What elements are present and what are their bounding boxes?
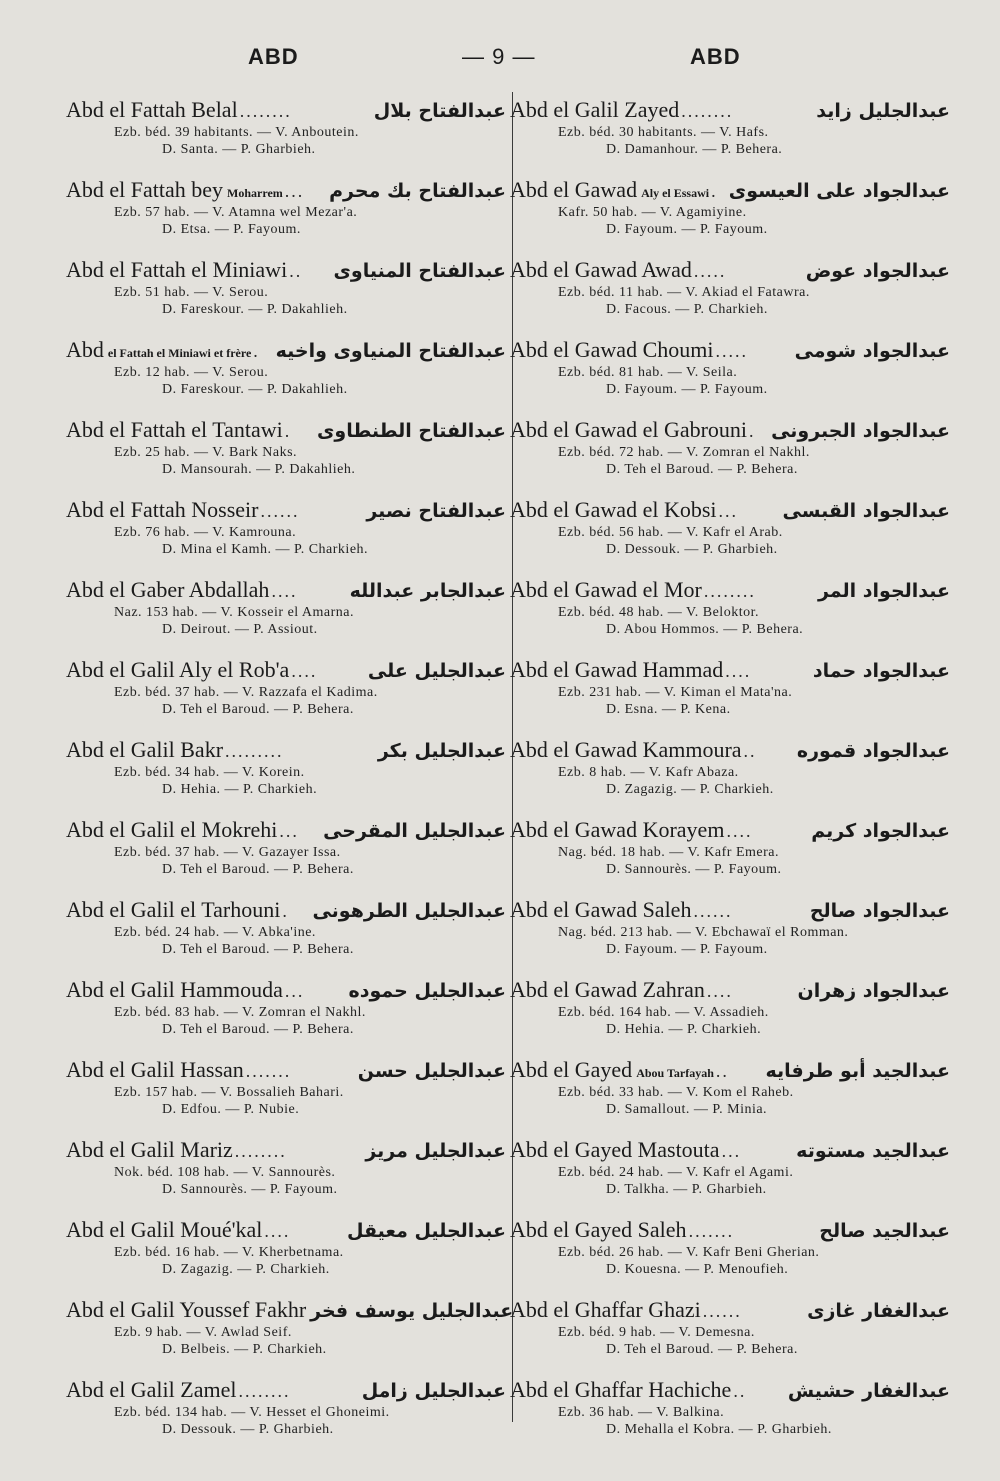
entry-name: Abd el Gayed Mastouta [510, 1137, 720, 1162]
dot-leader: ....... [245, 1061, 292, 1081]
entry-district-detail: D. Teh el Baroud. — P. Behera. [606, 462, 798, 477]
entry-name-line [510, 416, 950, 444]
entry-name-line [66, 896, 506, 924]
directory-entry [66, 576, 506, 656]
entry-name-line [66, 656, 506, 684]
entry-name: Abd el Gawad Zahran [510, 977, 705, 1002]
entry-district-detail: D. Zagazig. — P. Charkieh. [162, 1262, 330, 1277]
entry-district-detail: D. Facous. — P. Charkieh. [606, 302, 768, 317]
entry-arabic-name: عبدالجيد مستوته [796, 1140, 950, 1162]
entry-district-detail: D. Hehia. — P. Charkieh. [606, 1022, 762, 1037]
left-column [66, 96, 514, 1456]
entry-district-detail: D. Mansourah. — P. Dakahlieh. [162, 462, 356, 477]
entry-name-line [510, 1136, 950, 1164]
entry-arabic-name: عبدالجواد عوض [805, 260, 950, 282]
entry-location-detail: Ezb. béd. 83 hab. — V. Zomran el Nakhl. [114, 1005, 366, 1020]
entry-arabic-name: عبدالجليل مريز [365, 1140, 506, 1162]
entry-name-line [66, 336, 506, 364]
entry-arabic-name: عبدالجواد قموره [796, 740, 950, 762]
directory-entry [66, 1376, 506, 1456]
entry-name-line [510, 1296, 950, 1324]
entry-name-line [510, 896, 950, 924]
directory-entry [510, 896, 950, 976]
entry-district-detail: D. Teh el Baroud. — P. Behera. [162, 702, 354, 717]
dot-leader: .. [715, 1061, 729, 1081]
entry-arabic-name: عبدالجواد زهران [797, 980, 950, 1002]
entry-name: Abd el Gayed [510, 1057, 633, 1082]
entry-name: Abd el Galil Hassan [66, 1057, 244, 1082]
entry-name: Abd el Fattah bey [66, 177, 224, 202]
entry-name: Abd el Gawad Choumi [510, 337, 714, 362]
entry-name: Abd el Galil el Tarhouni [66, 897, 281, 922]
directory-entry [510, 336, 950, 416]
entry-name: Abd el Fattah el Tantawi [66, 417, 283, 442]
entry-arabic-name: عبدالجيد صالح [819, 1220, 950, 1242]
entry-name: Abd el Galil Zayed [510, 97, 680, 122]
entry-name-suffix: el Fattah el Miniawi et frère [107, 346, 252, 360]
directory-entry [66, 656, 506, 736]
entry-name-line [510, 656, 950, 684]
entry-name: Abd el Galil Zamel [66, 1377, 237, 1402]
entry-name-suffix: Aly el Essawi [641, 186, 710, 200]
entry-district-detail: D. Belbeis. — P. Charkieh. [162, 1342, 327, 1357]
entry-district-detail: D. Dessouk. — P. Gharbieh. [162, 1422, 334, 1437]
entry-district-detail: D. Edfou. — P. Nubie. [162, 1102, 300, 1117]
entry-arabic-name: عبدالجواد المر [817, 580, 950, 602]
entry-district-detail: D. Zagazig. — P. Charkieh. [606, 782, 774, 797]
dot-leader: ...... [260, 501, 300, 521]
dot-leader: ... [721, 1141, 742, 1161]
directory-entry [510, 416, 950, 496]
entry-district-detail: D. Fayoum. — P. Fayoum. [606, 382, 768, 397]
entry-location-detail: Ezb. béd. 56 hab. — V. Kafr el Arab. [558, 525, 783, 540]
entry-district-detail: D. Damanhour. — P. Behera. [606, 142, 783, 157]
entry-name: Abd el Gawad Korayem [510, 817, 725, 842]
entry-district-detail: D. Teh el Baroud. — P. Behera. [162, 942, 354, 957]
entry-name-line [510, 1056, 950, 1084]
entry-location-detail: Ezb. béd. 134 hab. — V. Hesset el Ghoneimi. [114, 1405, 390, 1420]
entry-location-detail: Ezb. béd. 39 habitants. — V. Anboutein. [114, 125, 359, 140]
dot-leader: ..... [715, 341, 748, 361]
page-header [0, 44, 1000, 84]
entry-name-line [510, 336, 950, 364]
dot-leader: .... [726, 821, 753, 841]
entry-arabic-name: عبدالجواد حماد [812, 660, 950, 682]
dot-leader: ....... [688, 1221, 735, 1241]
page-number: — 9 — [462, 44, 536, 69]
entry-arabic-name: عبدالجليل يوسف فخر [310, 1300, 514, 1322]
directory-entry [510, 1216, 950, 1296]
entry-name-suffix: Abou Tarfayah [636, 1066, 714, 1080]
entry-district-detail: D. Dessouk. — P. Gharbieh. [606, 542, 778, 557]
dot-leader: ..... [693, 261, 727, 281]
entry-district-detail: D. Mehalla el Kobra. — P. Gharbieh. [606, 1422, 832, 1437]
entry-name: Abd el Fattah Nosseir [66, 497, 259, 522]
entry-name-line [66, 976, 506, 1004]
entry-name: Abd el Gawad el Mor [510, 577, 702, 602]
header-right-label: ABD [690, 44, 741, 69]
entry-arabic-name: عبدالجليل معيقل [346, 1220, 506, 1242]
entry-location-detail: Ezb. 157 hab. — V. Bossalieh Bahari. [114, 1085, 344, 1100]
directory-entry [66, 496, 506, 576]
entry-location-detail: Ezb. béd. 34 hab. — V. Korein. [114, 765, 305, 780]
directory-entry [510, 736, 950, 816]
dot-leader: .... [725, 661, 752, 681]
dot-leader: .. [289, 261, 303, 281]
entry-arabic-name: عبدالجواد شومى [794, 340, 950, 362]
entry-name: Abd el Galil Youssef Fakhr [66, 1297, 307, 1322]
directory-entry [66, 896, 506, 976]
dot-leader: . [711, 181, 718, 201]
entry-name-line [510, 576, 950, 604]
entry-location-detail: Ezb. béd. 30 habitants. — V. Hafs. [558, 125, 769, 140]
entry-name-line [66, 176, 506, 204]
dot-leader: . [284, 421, 292, 441]
entry-district-detail: D. Talkha. — P. Gharbieh. [606, 1182, 767, 1197]
entry-name: Abd el Fattah el Miniawi [66, 257, 288, 282]
entry-name: Abd el Gawad Hammad [510, 657, 724, 682]
entry-location-detail: Ezb. 12 hab. — V. Serou. [114, 365, 269, 380]
directory-entry [510, 816, 950, 896]
entry-arabic-name: عبدالجليل على [367, 660, 506, 682]
entry-name-line [510, 1216, 950, 1244]
entry-name-line [66, 256, 506, 284]
entry-district-detail: D. Teh el Baroud. — P. Behera. [606, 1342, 798, 1357]
entry-arabic-name: عبدالفتاح بلال [373, 100, 506, 122]
entry-name: Abd el Ghaffar Hachiche [510, 1377, 732, 1402]
entry-arabic-name: عبدالفتاح المنياوى [333, 260, 506, 282]
entry-name: Abd el Gawad el Kobsi [510, 497, 717, 522]
entry-location-detail: Ezb. béd. 37 hab. — V. Gazayer Issa. [114, 845, 341, 860]
entry-location-detail: Ezb. 76 hab. — V. Kamrouna. [114, 525, 297, 540]
directory-entry [510, 656, 950, 736]
directory-entry [66, 416, 506, 496]
directory-entry [510, 96, 950, 176]
directory-entry [66, 976, 506, 1056]
entry-location-detail: Ezb. 36 hab. — V. Balkina. [558, 1405, 725, 1420]
entry-district-detail: D. Fayoum. — P. Fayoum. [606, 942, 768, 957]
entry-location-detail: Ezb. 9 hab. — V. Awlad Seif. [114, 1325, 292, 1340]
directory-entry [66, 256, 506, 336]
directory-entry [510, 1136, 950, 1216]
entry-location-detail: Ezb. 231 hab. — V. Kiman el Mata'na. [558, 685, 793, 700]
entry-location-detail: Kafr. 50 hab. — V. Agamiyine. [558, 205, 747, 220]
entry-arabic-name: عبدالجليل زايد [816, 100, 950, 122]
directory-entry [66, 336, 506, 416]
entry-district-detail: D. Sannourès. — P. Fayoum. [606, 862, 782, 877]
entry-location-detail: Ezb. béd. 11 hab. — V. Akiad el Fatawra. [558, 285, 810, 300]
directory-entry [66, 176, 506, 256]
dot-leader: ........ [703, 581, 756, 601]
directory-entry [510, 1376, 950, 1456]
entry-name: Abd el Galil Moué'kal [66, 1217, 263, 1242]
entry-name-line [510, 496, 950, 524]
entry-district-detail: D. Mina el Kamh. — P. Charkieh. [162, 542, 369, 557]
entry-location-detail: Ezb. béd. 81 hab. — V. Seila. [558, 365, 738, 380]
directory-entry [510, 1056, 950, 1136]
entry-name: Abd [66, 337, 104, 362]
entry-name: Abd el Ghaffar Ghazi [510, 1297, 701, 1322]
entry-arabic-name: عبدالفتاح المنياوى واخيه [275, 340, 506, 362]
entry-name-line [510, 96, 950, 124]
entry-district-detail: D. Samallout. — P. Minia. [606, 1102, 768, 1117]
entry-arabic-name: عبدالفتاح بك محرم [329, 180, 506, 202]
entry-name: Abd el Galil Mariz [66, 1137, 233, 1162]
entry-location-detail: Nok. béd. 108 hab. — V. Sannourès. [114, 1165, 336, 1180]
entry-arabic-name: عبدالفتاح الطنطاوى [316, 420, 506, 442]
entry-name-line [510, 1376, 950, 1404]
entry-name-line [66, 1216, 506, 1244]
directory-entry [510, 176, 950, 256]
entry-location-detail: Ezb. 51 hab. — V. Serou. [114, 285, 269, 300]
entry-location-detail: Ezb. 8 hab. — V. Kafr Abaza. [558, 765, 739, 780]
entry-location-detail: Ezb. béd. 24 hab. — V. Abka'ine. [114, 925, 316, 940]
entry-location-detail: Naz. 153 hab. — V. Kosseir el Amarna. [114, 605, 354, 620]
entry-district-detail: D. Kouesna. — P. Menoufieh. [606, 1262, 789, 1277]
entry-location-detail: Ezb. béd. 33 hab. — V. Kom el Raheb. [558, 1085, 794, 1100]
entry-arabic-name: عبدالجواد كريم [811, 820, 950, 842]
entry-name: Abd el Galil Bakr [66, 737, 224, 762]
directory-entry [66, 736, 506, 816]
entry-arabic-name: عبدالجليل زامل [361, 1380, 506, 1402]
entry-arabic-name: عبدالفتاح نصير [366, 500, 506, 522]
dot-leader: ... [284, 181, 305, 201]
entry-name: Abd el Gawad Saleh [510, 897, 692, 922]
dot-leader: ........ [234, 1141, 287, 1161]
directory-entry [510, 576, 950, 656]
entry-arabic-name: عبدالغفار حشيش [787, 1380, 950, 1402]
entry-name: Abd el Gawad [510, 177, 638, 202]
entry-location-detail: Ezb. béd. 37 hab. — V. Razzafa el Kadima. [114, 685, 378, 700]
entry-location-detail: Ezb. béd. 24 hab. — V. Kafr el Agami. [558, 1165, 794, 1180]
entry-location-detail: Ezb. béd. 26 hab. — V. Kafr Beni Gherian. [558, 1245, 820, 1260]
directory-entry [510, 256, 950, 336]
entry-name-line [66, 1136, 506, 1164]
entry-district-detail: D. Sannourès. — P. Fayoum. [162, 1182, 338, 1197]
directory-entry [510, 496, 950, 576]
entry-name-line [66, 416, 506, 444]
dot-leader: ...... [702, 1301, 742, 1321]
entry-name: Abd el Fattah Belal [66, 97, 238, 122]
dot-leader: . [282, 901, 289, 921]
entry-arabic-name: عبدالجليل المقرحى [323, 820, 506, 842]
entry-name: Abd el Gawad el Gabrouni [510, 417, 748, 442]
dot-leader: ......... [225, 741, 284, 761]
entry-name: Abd el Gaber Abdallah [66, 577, 270, 602]
entry-district-detail: D. Etsa. — P. Fayoum. [162, 222, 301, 237]
entry-arabic-name: عبدالجليل بكر [377, 740, 506, 762]
entry-district-detail: D. Esna. — P. Kena. [606, 702, 731, 717]
entry-location-detail: Ezb. béd. 9 hab. — V. Demesna. [558, 1325, 755, 1340]
dot-leader: ........ [238, 1381, 291, 1401]
entry-name-line [510, 976, 950, 1004]
entry-arabic-name: عبدالجابر عبدالله [349, 580, 506, 602]
entry-name-line [66, 736, 506, 764]
entry-district-detail: D. Fareskour. — P. Dakahlieh. [162, 302, 348, 317]
entry-location-detail: Ezb. béd. 48 hab. — V. Beloktor. [558, 605, 759, 620]
entry-name-line [510, 736, 950, 764]
entry-arabic-name: عبدالجيد أبو طرفايه [765, 1060, 950, 1082]
entry-arabic-name: عبدالجواد صالح [809, 900, 950, 922]
entry-arabic-name: عبدالجليل حموده [348, 980, 506, 1002]
entry-name: Abd el Galil Hammouda [66, 977, 283, 1002]
entry-name-line [66, 1296, 514, 1324]
directory-entry [66, 1216, 506, 1296]
directory-entry [510, 1296, 950, 1376]
entry-district-detail: D. Deirout. — P. Assiout. [162, 622, 318, 637]
entry-district-detail: D. Abou Hommos. — P. Behera. [606, 622, 804, 637]
entry-name-line [510, 816, 950, 844]
entry-name-line [510, 256, 950, 284]
right-column [510, 96, 950, 1456]
dot-leader: .... [291, 661, 318, 681]
entry-arabic-name: عبدالجواد القبسى [782, 500, 950, 522]
entry-district-detail: D. Teh el Baroud. — P. Behera. [162, 862, 354, 877]
dot-leader: ........ [239, 101, 292, 121]
entry-district-detail: D. Santa. — P. Gharbieh. [162, 142, 316, 157]
entry-arabic-name: عبدالجليل حسن [357, 1060, 506, 1082]
entry-location-detail: Ezb. béd. 72 hab. — V. Zomran el Nakhl. [558, 445, 810, 460]
dot-leader: ........ [681, 101, 734, 121]
dot-leader: .. [743, 741, 757, 761]
dot-leader: ... [284, 981, 305, 1001]
entry-name-line [510, 176, 950, 204]
entry-location-detail: Nag. béd. 18 hab. — V. Kafr Emera. [558, 845, 779, 860]
entry-name: Abd el Galil el Mokrehi [66, 817, 278, 842]
entry-district-detail: D. Teh el Baroud. — P. Behera. [162, 1022, 354, 1037]
entry-name: Abd el Galil Aly el Rob'a [66, 657, 290, 682]
dot-leader: .... [264, 1221, 291, 1241]
entry-district-detail: D. Fayoum. — P. Fayoum. [606, 222, 768, 237]
directory-entry [66, 1296, 514, 1376]
entry-name: Abd el Gawad Kammoura [510, 737, 742, 762]
entry-name-line [66, 96, 506, 124]
directory-entry [510, 976, 950, 1056]
entry-location-detail: Ezb. 25 hab. — V. Bark Naks. [114, 445, 298, 460]
entry-name-line [66, 1056, 506, 1084]
entry-arabic-name: عبدالجواد الجبرونى [771, 420, 950, 442]
entry-arabic-name: عبدالجواد على العيسوى [728, 180, 950, 202]
entry-name-suffix: Moharrem [227, 186, 283, 200]
header-left-label: ABD [248, 44, 299, 69]
directory-entry [66, 816, 506, 896]
entry-arabic-name: عبدالجليل الطرهونى [312, 900, 506, 922]
entry-location-detail: Nag. béd. 213 hab. — V. Ebchawaï el Romman. [558, 925, 849, 940]
entry-location-detail: Ezb. 57 hab. — V. Atamna wel Mezar'a. [114, 205, 358, 220]
dot-leader: .... [271, 581, 298, 601]
entry-location-detail: Ezb. béd. 164 hab. — V. Assadieh. [558, 1005, 769, 1020]
dot-leader: ...... [693, 901, 733, 921]
dot-leader: .... [706, 981, 733, 1001]
entry-location-detail: Ezb. béd. 16 hab. — V. Kherbetnama. [114, 1245, 344, 1260]
entry-name: Abd el Gawad Awad [510, 257, 692, 282]
dot-leader: .. [733, 1381, 747, 1401]
entry-name: Abd el Gayed Saleh [510, 1217, 687, 1242]
entry-district-detail: D. Fareskour. — P. Dakahlieh. [162, 382, 348, 397]
entry-name-line [66, 816, 506, 844]
directory-entry [66, 96, 506, 176]
entry-name-line [66, 496, 506, 524]
directory-entry [66, 1056, 506, 1136]
dot-leader: ... [718, 501, 739, 521]
dot-leader: . [749, 421, 756, 441]
entry-name-line [66, 576, 506, 604]
dot-leader: . [253, 341, 260, 361]
entry-district-detail: D. Hehia. — P. Charkieh. [162, 782, 318, 797]
entry-name-line [66, 1376, 506, 1404]
directory-entry [66, 1136, 506, 1216]
entry-arabic-name: عبدالغفار غازى [807, 1300, 950, 1322]
dot-leader: ... [279, 821, 299, 841]
